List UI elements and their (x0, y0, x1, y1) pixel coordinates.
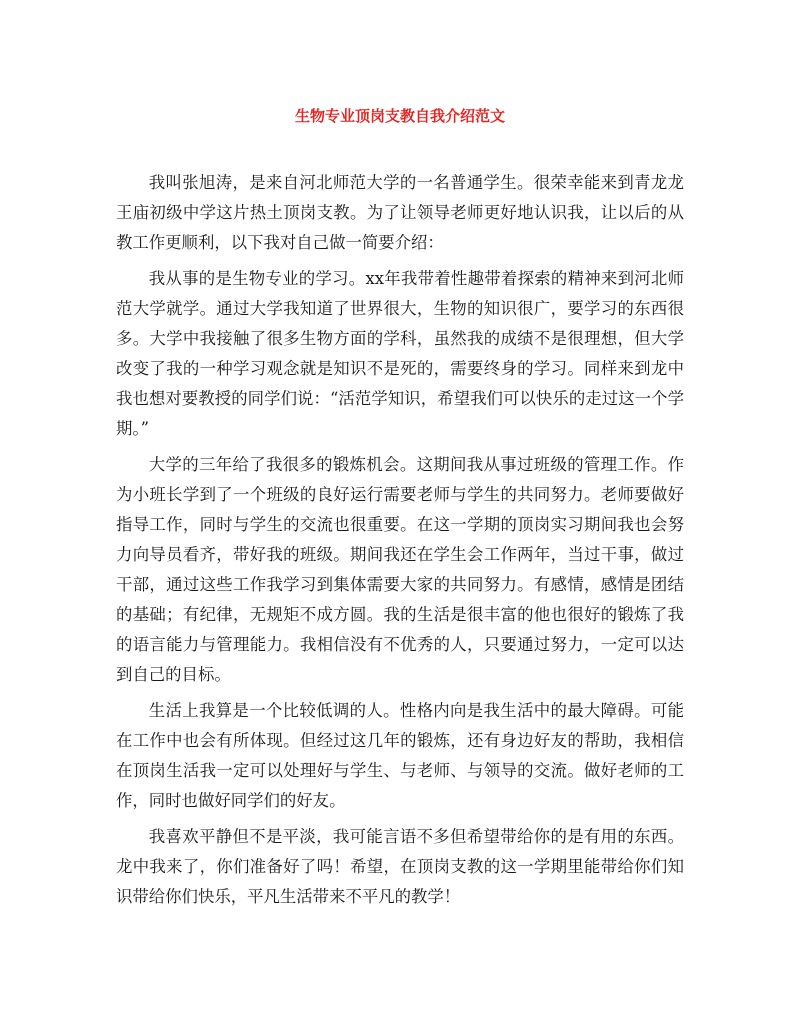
paragraph-closing: 我喜欢平静但不是平淡，我可能言语不多但希望带给你的是有用的东西。龙中我来了，你们准备好了吗！希望，在顶岗支教的这一学期里能带给你们知识带给你们快乐，平凡生活带来不平凡的教学！ (116, 827, 684, 906)
paragraph-study: 我从事的是生物专业的学习。xx年我带着性趣带着探索的精神来到河北师范大学就学。通过大学我知道了世界很大，生物的知识很广，要学习的东西很多。大学中我接触了很多生物方面的学科，虽然我的成绩不是很理想，但大学改变了我的一种学习观念就是知识不是死的，需要终身的学习。同样来到龙中我也想对要教授的同学们说：“活范学知识，希望我们可以快乐的走过这一个学期。” (116, 269, 684, 438)
document-title: 生物专业顶岗支教自我介绍范文 (294, 107, 505, 125)
paragraph-personality: 生活上我算是一个比较低调的人。性格内向是我生活中的最大障碍。可能在工作中也会有所体现。但经过这几年的锻炼，还有身边好友的帮助，我相信在顶岗生活我一定可以处理好与学生、与老师、与领导的交流。做好老师的工作，同时也做好同学们的好友。 (116, 701, 684, 810)
paragraph-intro: 我叫张旭涛，是来自河北师范大学的一名普通学生。很荣幸能来到青龙龙王庙初级中学这片热土顶岗支教。为了让领导老师更好地认识我，让以后的从教工作更顺利，以下我对自己做一简要介绍： (116, 173, 684, 252)
paragraph-experience: 大学的三年给了我很多的锻炼机会。这期间我从事过班级的管理工作。作为小班长学到了一个班级的良好运行需要老师与学生的共同努力。老师要做好指导工作，同时与学生的交流也很重要。在这一学期的顶岗实习期间我也会努力向导员看齐，带好我的班级。期间我还在学生会工作两年，当过干事，做过干部，通过这些工作我学习到集体需要大家的共同努力。有感情，感情是团结的基础；有纪律，无规矩不成方圆。我的生活是很丰富的他也很好的锻炼了我的语言能力与管理能力。我相信没有不优秀的人，只要通过努力，一定可以达到自己的目标。 (116, 455, 684, 684)
document-body (116, 168, 684, 912)
